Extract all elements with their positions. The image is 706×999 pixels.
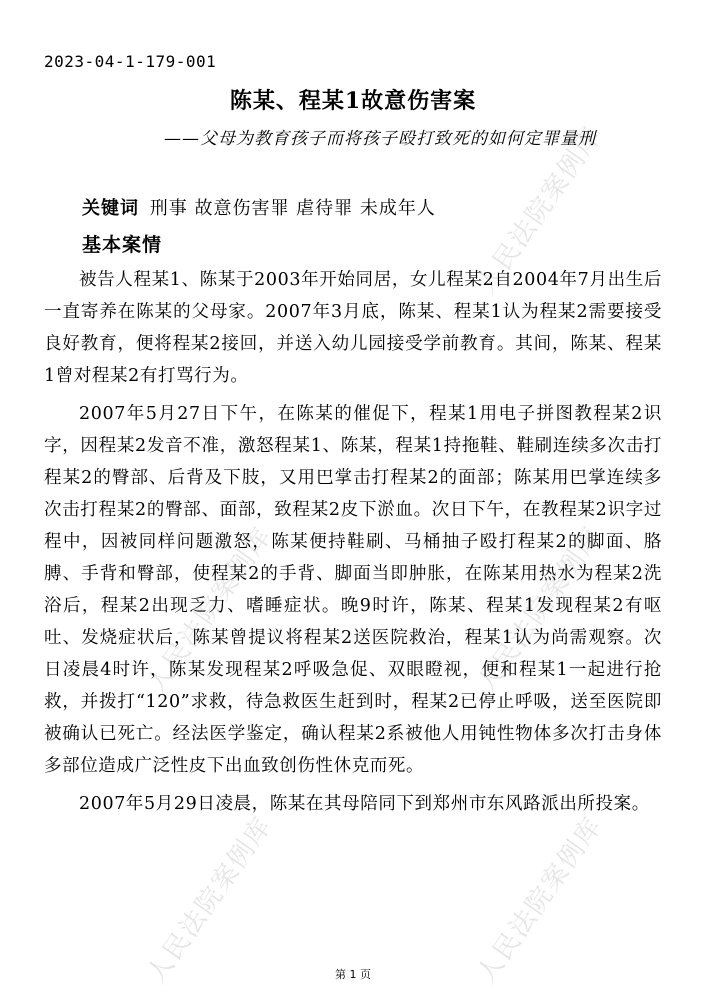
case-body [44, 264, 662, 826]
watermark: 人民法院案例库 [471, 811, 609, 989]
page-number: 第 1 页 [335, 968, 371, 981]
case-subtitle: ——父母为教育孩子而将孩子殴打致死的如何定罪量刑 [164, 129, 596, 149]
keywords-values: 刑事 故意伤害罪 虐待罪 未成年人 [149, 198, 436, 219]
paragraph: 2007年5月29日凌晨，陈某在其母陪同下到郑州市东风路派出所投案。 [79, 794, 650, 814]
watermark: 人民法院案例库 [471, 521, 609, 699]
case-number: 2023-04-1-179-001 [44, 52, 217, 71]
paragraph: 2007年5月27日下午，在陈某的催促下，程某1用电子拼图教程某2识字，因程某2发音不准，激怒程某1、陈某，程某1持拖鞋、鞋刷连续多次击打程某2的臀部、后背及下肢，又用巴掌击打程某2的面部；陈某用巴掌连续多次击打程某2的臀部、面部，致程某2皮下淤血。次日下午，在教程某2识字过程中，因被同样问题激怒，陈某便持鞋刷、马桶抽子殴打程某2的脚面、胳膊、手背和臀部，使程某2的手背、脚面当即肿胀，在陈某用热水为程某2洗浴后，程某2出现乏力、嗜睡症状。晚9时许，陈某、程某1发现程某2有呕吐、发烧症状后，陈某曾提议将程某2送医院救治，程某1认为尚需观察。次日凌晨4时许，陈某发现程某2呼吸急促、双眼瞪视，便和程某1一起进行抢救，并拨打“120”求救，待急救医生赶到时，程某2已停止呼吸，送至医院即被确认已死亡。经法医学鉴定，确认程某2系被他人用钝性物体多次打击身体多部位造成广泛性皮下出血致创伤性休克而死。 [44, 404, 662, 776]
paragraph: 被告人程某1、陈某于2003年开始同居，女儿程某2自2004年7月出生后一直寄养在陈某的父母家。2007年3月底，陈某、程某1认为程某2需要接受良好教育，便将程某2接回，并送入幼儿园接受学前教育。其间，陈某、程某1曾对程某2有打骂行为。 [44, 270, 662, 386]
watermark: 人民法院案例库 [471, 121, 609, 299]
keywords-label: 关键词 [82, 198, 139, 219]
case-title: 陈某、程某1故意伤害案 [229, 88, 477, 114]
watermark: 人民法院案例库 [141, 521, 279, 699]
keywords-line [82, 194, 436, 220]
watermark: 人民法院案例库 [141, 811, 279, 989]
section-heading-basic-facts: 基本案情 [82, 234, 163, 256]
